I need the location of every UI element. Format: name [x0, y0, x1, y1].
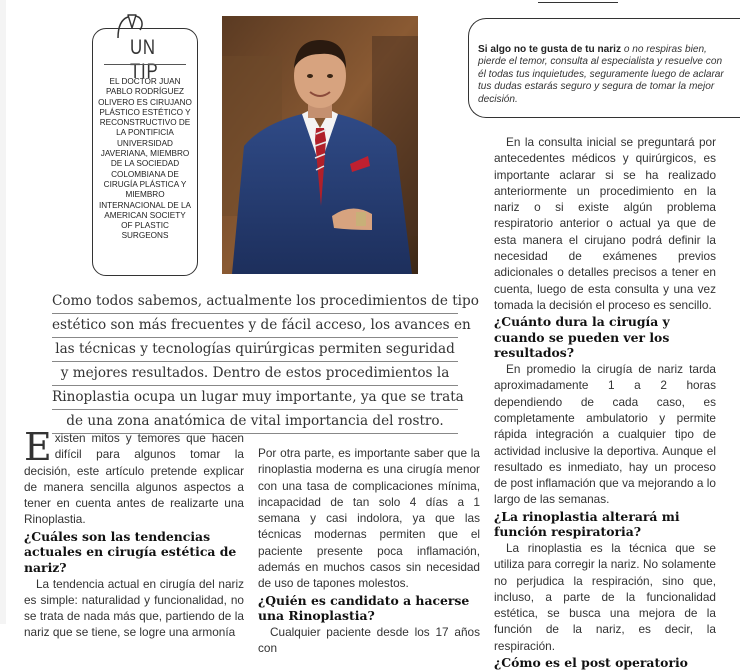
callout-bold: Si algo no te gusta de tu nariz	[478, 44, 622, 55]
section-heading: ¿Cómo es el post operatorio	[494, 654, 688, 670]
paragraph-text: xisten mitos y temores que hacen difícil para algunos tomar la decisión, este artículo pretende explicar de manera sencilla algunos aspectos a tener en cuenta antes de realizarte una Rinoplastia.	[24, 431, 244, 527]
intro-line: las técnicas y tecnologías quirúrgicas permiten seguridad	[52, 338, 458, 362]
tip-title: UN TIP	[130, 36, 159, 83]
callout-text	[478, 44, 730, 106]
paragraph: La rinoplastia es la técnica que se utiliza para corregir la nariz. No solamente no perjudica la respiración, sino que, incluso, a parte de la funcionalidad estética, se busca una mejora de la función de la nariz, es decir, la respiración.	[494, 540, 716, 653]
intro-line: Rinoplastia ocupa un lugar muy importante, ya que se trata	[52, 386, 458, 410]
paragraph: La tendencia actual en cirugía del nariz es simple: naturalidad y funcionalidad, no se trata de nada más que, partiendo de la nariz que se tiene, se logre una armonía	[24, 576, 244, 640]
tip-divider	[104, 64, 186, 65]
section-heading: ¿Cuáles son las tendencias actuales en cirugía estética de nariz?	[24, 528, 237, 575]
drop-cap: E	[24, 425, 52, 469]
intro-line: de una zona anatómica de vital importancia del rostro.	[52, 410, 458, 434]
section-heading: ¿La rinoplastia alterará mi función respiratoria?	[494, 508, 680, 540]
paragraph	[24, 425, 244, 528]
article-column-middle	[258, 445, 480, 656]
intro-line: estético son más frecuentes y de fácil acceso, los avances en	[52, 314, 458, 338]
section-heading: ¿Cuánto dura la cirugía y cuando se pueden ver los resultados?	[494, 314, 670, 361]
intro-line: Como todos sabemos, actualmente los procedimientos de tipo	[52, 290, 458, 314]
paragraph: En promedio la cirugía de nariz tarda aproximadamente 1 a 2 horas dependiendo de cada caso, es completamente ambulatorio y permite rápida integración a cualquier tipo de actividad inclusive la deportiva. Aunque el resultado es inmediato, hay un proceso de post inflamación que va mejorando a lo largo de las semanas.	[494, 362, 716, 507]
intro-quote	[52, 290, 479, 434]
article-column-right	[494, 134, 716, 671]
section-heading: ¿Quién es candidato a hacerse una Rinoplastia?	[258, 592, 470, 624]
paragraph: Cualquier paciente desde los 17 años con	[258, 624, 480, 656]
tip-text: EL DOCTOR JUAN PABLO RODRÍGUEZ OLIVERO ES CIRUJANO PLÁSTICO ESTÉTICO Y RECONSTRUCTIVO DE LA PONTIFICIA UNIVERSIDAD JAVERIANA, MIEMBRO DE LA SOCIEDAD COLOMBIANA DE CIRUGÍA PLÁSTICA Y MIEMBRO INTERNACIONAL DE LA AMERICAN SOCIETY OF PLASTIC SURGEONS	[98, 77, 192, 241]
page-edge	[0, 0, 6, 624]
article-column-left	[24, 425, 244, 641]
paragraph: En la consulta inicial se preguntará por antecedentes médicos y quirúrgicos, es importante aclarar si se ha realizado anteriormente un procedimiento en la nariz o si existe algún problema respiratorio anterior o actual ya que de esta manera el cirujano podrá definir la necesidad de exámenes previos adicionales o detalles precisos a tener en cuenta, luego de esta consulta y una vez tomada la decisión el proceso es sencillo.	[494, 135, 716, 312]
header-rule	[538, 0, 618, 3]
doctor-photo	[222, 16, 418, 274]
intro-line: y mejores resultados. Dentro de estos procedimientos la	[52, 362, 458, 386]
paragraph: Por otra parte, es importante saber que la rinoplastia moderna es una cirugía menor con una tasa de complicaciones mínima, incapacidad de tan solo 4 días a 1 semana y casi indolora, ya que las técnicas modernas permiten que el paciente presente poca inflamación, además en muchos casos sin necesidad de uso de tapones molestos.	[258, 446, 480, 591]
callout-rest: o no respiras bien, pierde el temor, consulta al especialista y resuelve con él todas tus inquietudes, seguramente luego de aclarar tus dudas estarás seguro y segura de tomar la mejor decisión.	[478, 44, 724, 105]
